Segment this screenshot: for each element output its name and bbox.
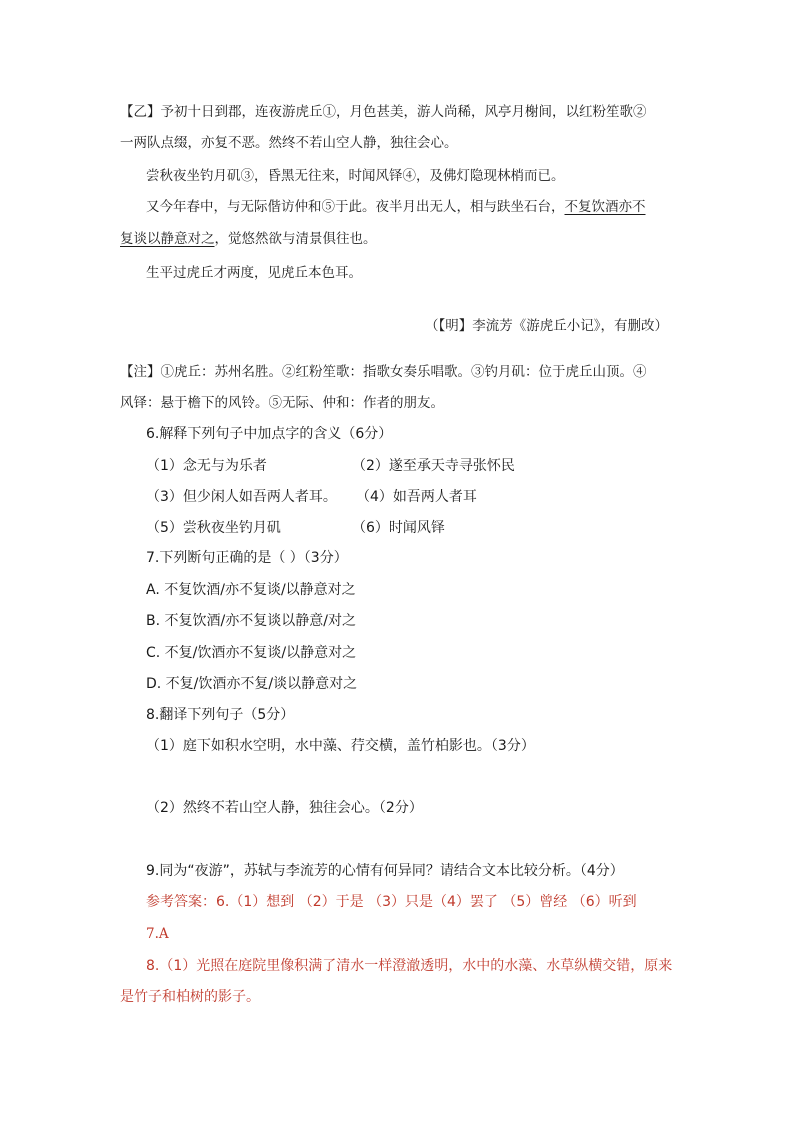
q8-item-1: （1）庭下如积水空明，水中藻、荇交横，盖竹柏影也。（3分） (146, 738, 535, 754)
q7-option-a: A. 不复饮酒/亦不复谈/以静意对之 (146, 582, 356, 598)
passage-p3-text: 又今年春中，与无际偕访仲和⑤于此。夜半月出无人，相与趺坐石台， (146, 199, 565, 215)
passage-source: （【明】李流芳《游虎丘小记》，有删改） (425, 318, 668, 334)
q6-item-6: （6）时闻风铎 (352, 520, 445, 536)
underlined-phrase-part-2: 复谈以静意对之 (120, 231, 215, 247)
q8-prompt: 8.翻译下列句子（5分） (146, 707, 295, 723)
passage-paragraph-2: 尝秋夜坐钓月矶③，昏黑无往来，时闻风铎④，及佛灯隐现林梢而已。 (146, 168, 565, 184)
passage-paragraph-3-line-1 (146, 197, 646, 217)
q6-item-4: （4）如吾两人者耳 (356, 489, 477, 505)
passage-paragraph-4: 生平过虎丘才两度，见虎丘本色耳。 (146, 265, 362, 281)
passage-paragraph-1-line-2: 一两队点缀，亦复不恶。然终不若山空人静，独往会心。 (120, 135, 458, 151)
notes-line-2: 风铎：悬于檐下的风铃。⑤无际、仲和：作者的朋友。 (120, 395, 444, 411)
underlined-phrase-part-1: 不复饮酒亦不 (564, 199, 646, 215)
q8-item-2: （2）然终不若山空人静，独往会心。（2分） (146, 800, 423, 816)
q7-option-c: C. 不复/饮酒亦不复谈/以静意对之 (146, 645, 357, 661)
q6-item-5: （5）尝秋夜坐钓月矶 (146, 520, 281, 536)
q6-item-3: （3）但少闲人如吾两人者耳。 (146, 489, 337, 505)
answer-line-1: 参考答案：6.（1）想到 （2）于是 （3）只是（4）罢了 （5）曾经 （6）听到 (146, 894, 637, 910)
q9-prompt: 9.同为“夜游”，苏轼与李流芳的心情有何异同？请结合文本比较分析。（4分） (146, 863, 624, 879)
answer-line-3: 8.（1）光照在庭院里像积满了清水一样澄澈透明，水中的水藻、水草纵横交错，原来 (146, 958, 673, 974)
notes-line-1: 【注】①虎丘：苏州名胜。②红粉笙歌：指歌女奏乐唱歌。③钓月矶：位于虎丘山顶。④ (120, 364, 647, 380)
q7-option-d: D. 不复/饮酒亦不复/谈以静意对之 (146, 676, 358, 692)
answer-line-4: 是竹子和柏树的影子。 (120, 989, 260, 1005)
q6-prompt: 6.解释下列句子中加点字的含义（6分） (146, 426, 393, 442)
q6-item-2: （2）遂至承天寺寻张怀民 (352, 458, 515, 474)
q7-prompt: 7.下列断句正确的是（ ）（3分） (146, 550, 348, 566)
passage-p3-end: ，觉悠然欲与清景俱往也。 (214, 231, 377, 247)
q6-item-1: （1）念无与为乐者 (146, 458, 267, 474)
passage-paragraph-1-line-1: 【乙】予初十日到郡，连夜游虎丘①，月色甚美，游人尚稀，风亭月榭间，以红粉笙歌② (120, 104, 647, 120)
answer-line-2: 7.A (146, 926, 169, 942)
passage-paragraph-3-line-2 (120, 229, 377, 249)
q7-option-b: B. 不复饮酒/亦不复谈以静意/对之 (146, 613, 356, 629)
